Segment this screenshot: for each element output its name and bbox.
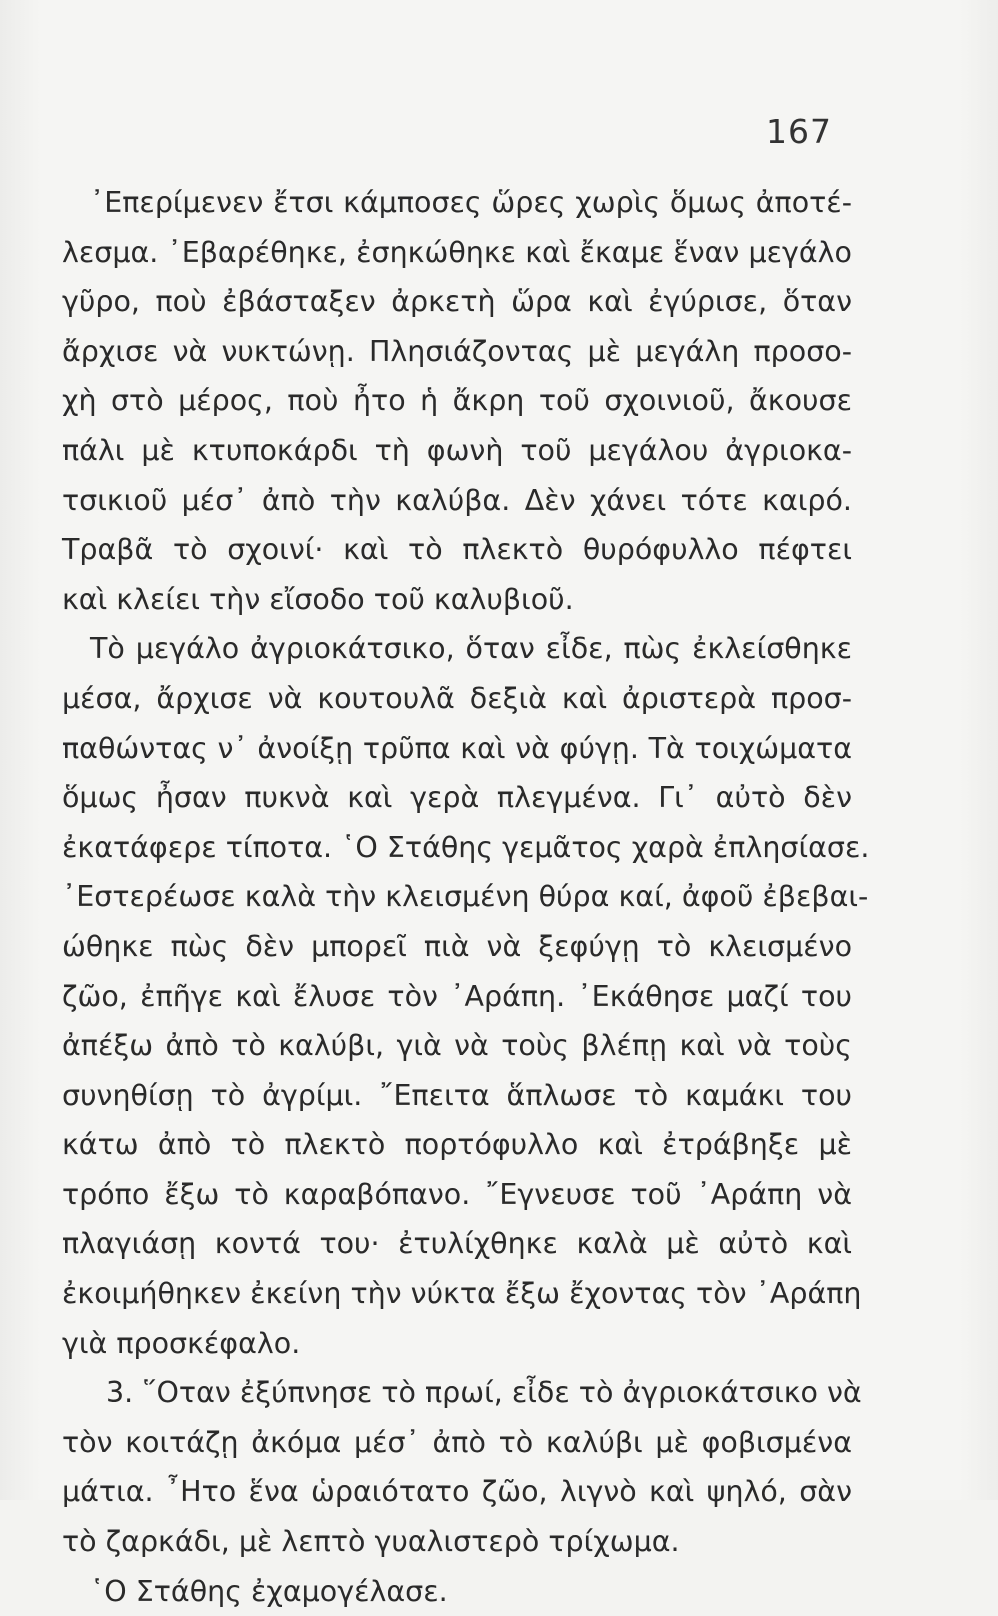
text-line: Τὸ μεγάλο ἀγριοκάτσικο, ὅταν εἶδε, πὼς ἐκλείσθηκε [90,632,852,666]
body-text [62,178,870,1616]
text-line: Τραβᾶ τὸ σχοινί· καὶ τὸ πλεκτὸ θυρόφυλλο πέφτει [62,533,852,567]
text-line: συνηθίσῃ τὸ ἀγρίμι. ῎Επειτα ἅπλωσε τὸ καμάκι του [62,1078,852,1112]
text-line: ώθηκε πὼς δὲν μπορεῖ πιὰ νὰ ξεφύγῃ τὸ κλεισμένο [62,929,852,963]
text-line: παθώντας ν᾿ ἀνοίξῃ τρῦπα καὶ νὰ φύγῃ. Τὰ τοιχώματα [62,731,852,765]
text-line: 3. ῞Οταν ἐξύπνησε τὸ πρωί, εἶδε τὸ ἀγριοκάτσικο νὰ [106,1376,862,1410]
text-line: πλαγιάσῃ κοντά του· ἐτυλίχθηκε καλὰ μὲ αὐτὸ καὶ [62,1227,852,1261]
page-number: 167 [766,112,832,151]
text-line: ἄρχισε νὰ νυκτώνῃ. Πλησιάζοντας μὲ μεγάλη προσο- [62,334,852,368]
text-line: γιὰ προσκέφαλο. [62,1326,301,1360]
text-line: ᾿Επερίμενεν ἔτσι κάμποσες ὥρες χωρὶς ὅμως ἀποτέ- [90,186,852,219]
text-line: ᾿Εστερέωσε καλὰ τὴν κλεισμένη θύρα καί, ἀφοῦ ἐβεβαι- [62,880,869,914]
text-line: καὶ κλείει τὴν εἴσοδο τοῦ καλυβιοῦ. [62,582,574,616]
text-line: τρόπο ἔξω τὸ καραβόπανο. ῎Εγνευσε τοῦ ᾿Αράπη νὰ [62,1177,852,1211]
text-line: τὸν κοιτάζῃ ἀκόμα μέσ᾿ ἀπὸ τὸ καλύβι μὲ φοβισμένα [62,1425,852,1459]
text-line: τσικιοῦ μέσ᾿ ἀπὸ τὴν καλύβα. Δὲν χάνει τότε καιρό. [62,483,852,517]
text-line: πάλι μὲ κτυποκάρδι τὴ φωνὴ τοῦ μεγάλου ἀγριοκα- [62,433,852,467]
text-line: λεσμα. ᾿Εβαρέθηκε, ἐσηκώθηκε καὶ ἔκαμε ἕναν μεγάλο [62,235,852,269]
text-line: γῦρο, ποὺ ἐβάσταξεν ἀρκετὴ ὥρα καὶ ἐγύρισε, ὅταν [62,285,852,319]
text-line: ζῶο, ἐπῆγε καὶ ἔλυσε τὸν ᾿Αράπη. ᾿Εκάθησε μαζί του [62,979,852,1013]
text-line: ἐκοιμήθηκεν ἐκείνη τὴν νύκτα ἔξω ἔχοντας τὸν ᾿Αράπη [62,1277,862,1311]
text-line: μέσα, ἄρχισε νὰ κουτουλᾶ δεξιὰ καὶ ἀριστερὰ προσ- [62,681,852,715]
text-line: ὅμως ἦσαν πυκνὰ καὶ γερὰ πλεγμένα. Γι᾿ αὐτὸ δὲν [62,781,852,815]
text-line: κάτω ἀπὸ τὸ πλεκτὸ πορτόφυλλο καὶ ἐτράβηξε μὲ [62,1128,852,1162]
text-line: ῾Ο Στάθης ἐχαμογέλασε. [90,1574,448,1608]
text-line: ἀπέξω ἀπὸ τὸ καλύβι, γιὰ νὰ τοὺς βλέπῃ καὶ νὰ τοὺς [62,1029,852,1063]
text-line: μάτια. ῏Ητο ἕνα ὡραιότατο ζῶο, λιγνὸ καὶ ψηλό, σὰν [62,1475,852,1509]
text-line: τὸ ζαρκάδι, μὲ λεπτὸ γυαλιστερὸ τρίχωμα. [62,1525,680,1559]
text-line: χὴ στὸ μέρος, ποὺ ἦτο ἡ ἄκρη τοῦ σχοινιοῦ, ἄκουσε [62,384,852,418]
text-line: ἐκατάφερε τίποτα. ῾Ο Στάθης γεμᾶτος χαρὰ ἐπλησίασε. [62,830,870,864]
